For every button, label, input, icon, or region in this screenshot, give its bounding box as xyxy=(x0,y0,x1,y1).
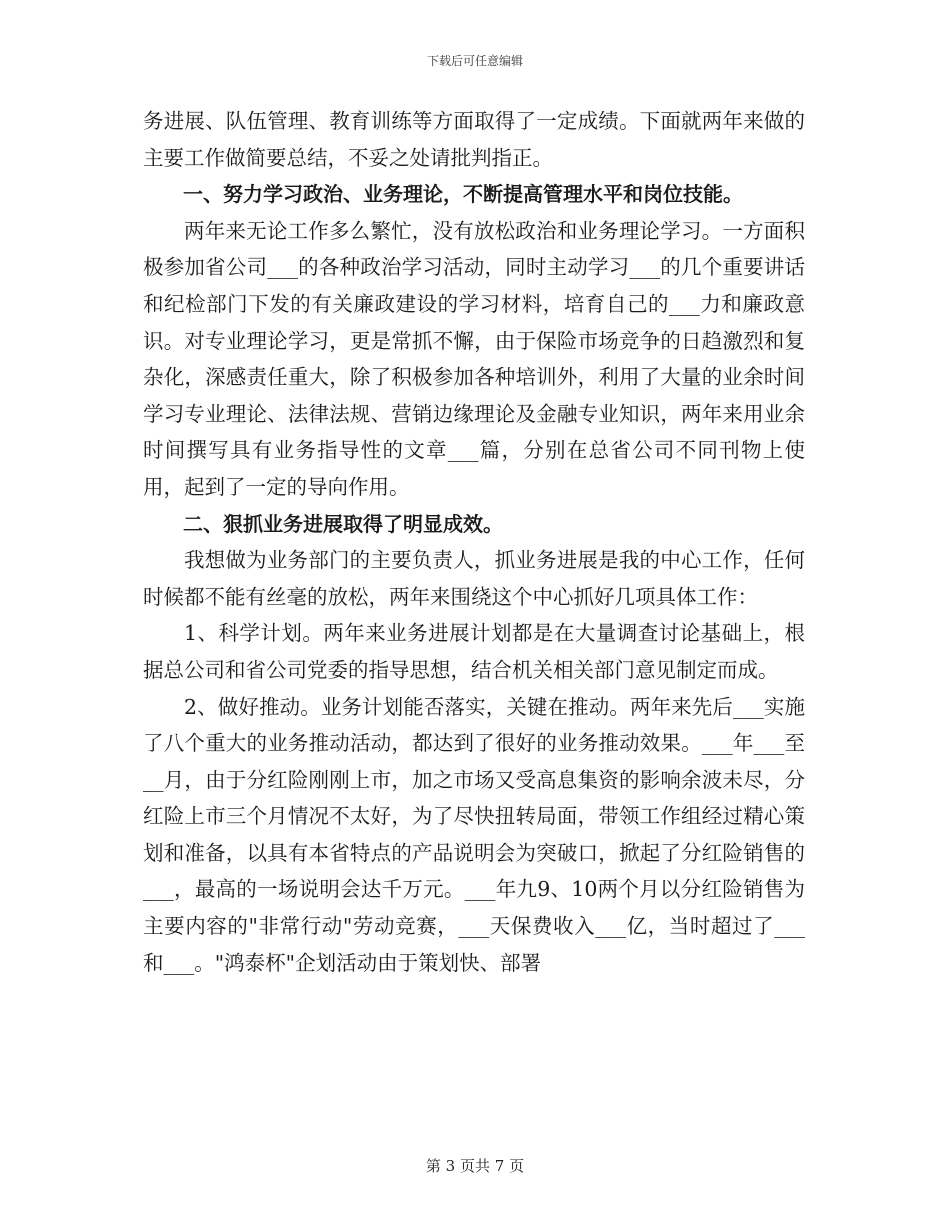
paragraph-continuation: 务进展、队伍管理、教育训练等方面取得了一定成绩。下面就两年来做的主要工作做简要总结，不妥之处请批判指正。 xyxy=(143,109,805,170)
section-heading-2: 二、狠抓业务进展取得了明显成效。 xyxy=(183,511,503,536)
section-heading-1: 一、努力学习政治、业务理论，不断提高管理水平和岗位技能。 xyxy=(183,182,743,207)
paragraph-business: 我想做为业务部门的主要负责人，抓业务进展是我的中心工作，任何时候都不能有丝毫的放松，两年来围绕这个中心抓好几项具体工作： xyxy=(143,548,805,609)
page-number: 第 3 页共 7 页 xyxy=(425,1157,525,1175)
page-header-note: 下载后可任意编辑 xyxy=(426,54,523,68)
document-body xyxy=(143,103,805,981)
paragraph-planning: 1、科学计划。两年来业务进展计划都是在大量调查讨论基础上，根据总公司和省公司党委的指导思想，结合机关相关部门意见制定而成。 xyxy=(143,621,805,682)
paragraph-promotion: 2、做好推动。业务计划能否落实，关键在推动。两年来先后___实施了八个重大的业务推动活动，都达到了很好的业务推动效果。___年___至__月，由于分红险刚刚上市，加之市场又受高息集资的影响余波未尽，分红险上市三个月情况不太好，为了尽快扭转局面，带领工作组经过精心策划和准备，以具有本省特点的产品说明会为突破口，掀起了分红险销售的___，最高的一场说明会达千万元。___年九9、10两个月以分红险销售为主要内容的"非常行动"劳动竞赛，___天保费收入___亿，当时超过了___和___。"鸿泰杯"企划活动由于策划快、部署 xyxy=(143,694,805,975)
paragraph-study: 两年来无论工作多么繁忙，没有放松政治和业务理论学习。一方面积极参加省公司___的各种政治学习活动，同时主动学习___的几个重要讲话和纪检部门下发的有关廉政建设的学习材料，培育自己的___力和廉政意识。对专业理论学习，更是常抓不懈，由于保险市场竞争的日趋激烈和复杂化，深感责任重大，除了积极参加各种培训外，利用了大量的业余时间学习专业理论、法律法规、营销边缘理论及金融专业知识，两年来用业余时间撰写具有业务指导性的文章___篇，分别在总省公司不同刊物上使用，起到了一定的导向作用。 xyxy=(143,218,805,499)
